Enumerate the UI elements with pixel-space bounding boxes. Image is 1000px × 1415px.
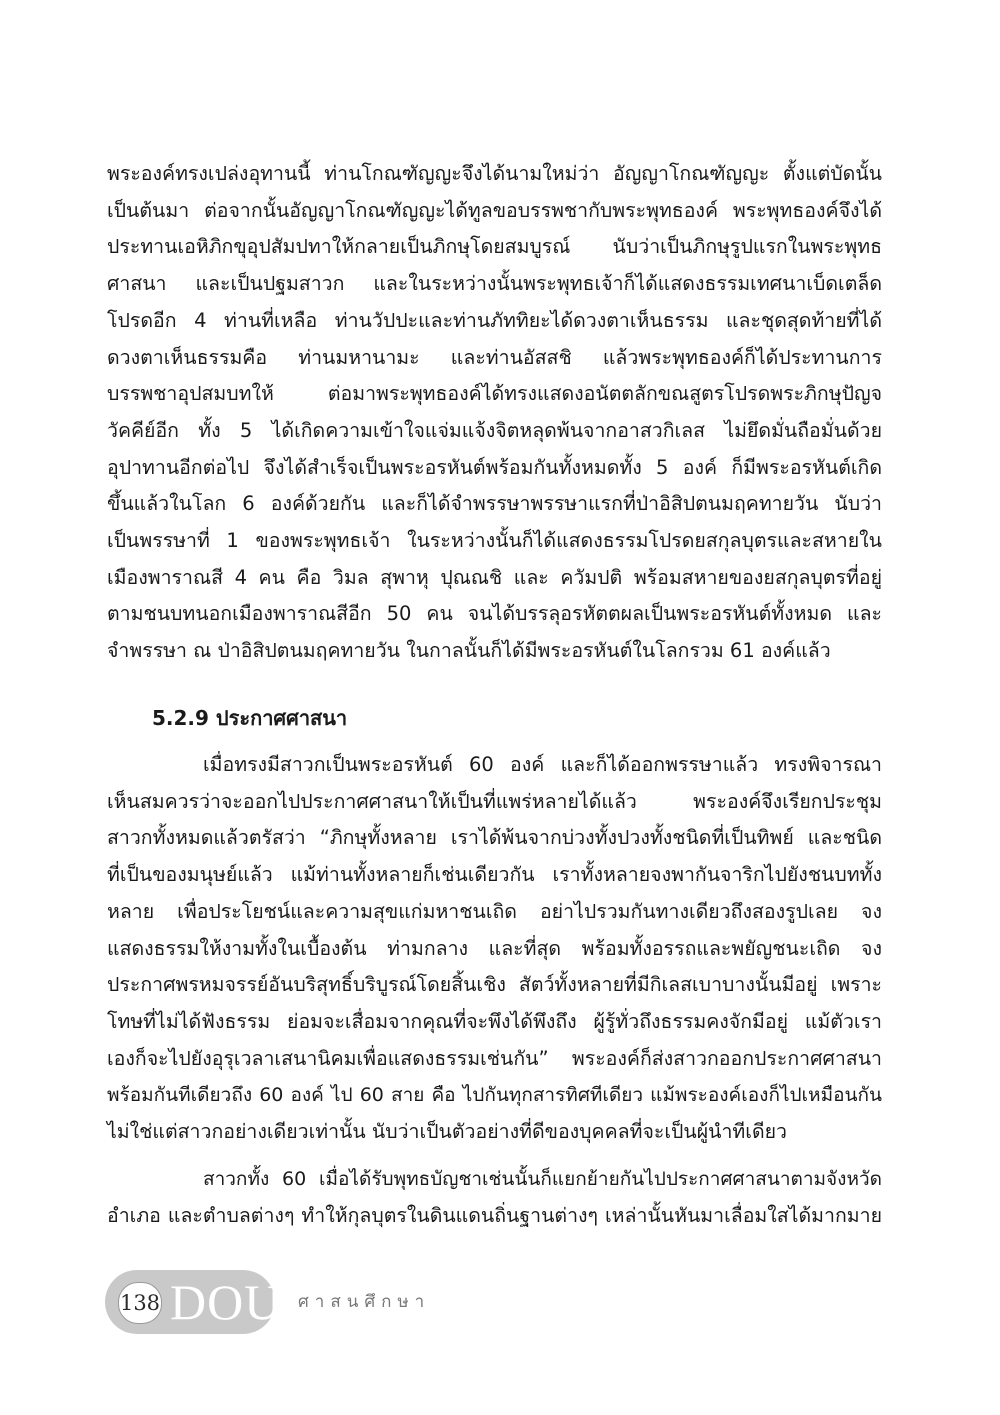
- text-line: เมื่อทรงมีสาวกเป็นพระอรหันต์ 60 องค์ และก็ได้ออกพรรษาแล้ว ทรงพิจารณา: [203, 753, 882, 776]
- page-number: 138: [118, 1282, 162, 1324]
- text-line: หลาย เพื่อประโยชน์และความสุขแก่มหาชนเถิด อย่าไปรวมกันทางเดียวถึงสองรูปเลย จง: [107, 900, 882, 923]
- text-line: โปรดอีก 4 ท่านที่เหลือ ท่านวัปปะและท่านภัททิยะได้ดวงตาเห็นธรรม และชุดสุดท้ายที่ได้: [107, 309, 882, 332]
- text-line: โทษที่ไม่ได้ฟังธรรม ย่อมจะเสื่อมจากคุณที่จะพึงได้พึงถึง ผู้รู้ทั่วถึงธรรมคงจักมีอยู่ แม้ตัวเรา: [107, 1010, 882, 1033]
- text-line: พระองค์ทรงเปล่งอุทานนี้ ท่านโกณฑัญญะจึงได้นามใหม่ว่า อัญญาโกณฑัญญะ ตั้งแต่บัดนั้น: [107, 162, 882, 185]
- text-line: ดวงตาเห็นธรรมคือ ท่านมหานามะ และท่านอัสสชิ แล้วพระพุทธองค์ก็ได้ประทานการ: [107, 346, 882, 369]
- text-line: บรรพชาอุปสมบทให้ ต่อมาพระพุทธองค์ได้ทรงแสดงอนัตตลักขณสูตรโปรดพระภิกษุปัญจ: [107, 382, 882, 405]
- section-heading: 5.2.9 ประกาศศาสนา: [152, 706, 348, 730]
- text-line: ขึ้นแล้วในโลก 6 องค์ด้วยกัน และก็ได้จำพรรษาพรรษาแรกที่ป่าอิสิปตนมฤคทายวัน นับว่า: [107, 492, 882, 515]
- text-line: เองก็จะไปยังอุรุเวลาเสนานิคมเพื่อแสดงธรรมเช่นกัน” พระองค์ก็ส่งสาวกออกประกาศศาสนา: [107, 1047, 882, 1070]
- text-line: ประกาศพรหมจรรย์อันบริสุทธิ์บริบูรณ์โดยสิ้นเชิง สัตว์ทั้งหลายที่มีกิเลสเบาบางนั้นมีอยู่ เพราะ: [107, 973, 882, 996]
- text-line: สาวกทั้ง 60 เมื่อได้รับพุทธบัญชาเช่นนั้นก็แยกย้ายกันไปประกาศศาสนาตามจังหวัด: [203, 1168, 882, 1190]
- running-footer-title: ศาสนศึกษา: [298, 1292, 431, 1312]
- text-line: วัคคีย์อีก ทั้ง 5 ได้เกิดความเข้าใจแจ่มแจ้งจิตหลุดพ้นจากอาสวกิเลส ไม่ยึดมั่นถือมั่นด้วย: [107, 419, 882, 442]
- text-line: อุปาทานอีกต่อไป จึงได้สำเร็จเป็นพระอรหันต์พร้อมกันทั้งหมดทั้ง 5 องค์ ก็มีพระอรหันต์เกิด: [107, 456, 882, 479]
- text-line: เมืองพาราณสี 4 คน คือ วิมล สุพาหุ ปุณณชิ และ ควัมปติ พร้อมสหายของยสกุลบุตรที่อยู่: [107, 566, 882, 589]
- text-line: ตามชนบทนอกเมืองพาราณสีอีก 50 คน จนได้บรรลุอรหัตตผลเป็นพระอรหันต์ทั้งหมด และ: [107, 602, 882, 625]
- text-line: แสดงธรรมให้งามทั้งในเบื้องต้น ท่ามกลาง และที่สุด พร้อมทั้งอรรถและพยัญชนะเถิด จง: [107, 937, 882, 960]
- text-line: เป็นพรรษาที่ 1 ของพระพุทธเจ้า ในระหว่างนั้นก็ได้แสดงธรรมโปรดยสกุลบุตรและสหายใน: [107, 529, 882, 552]
- text-line: พร้อมกันทีเดียวถึง 60 องค์ ไป 60 สาย คือ ไปกันทุกสารทิศทีเดียว แม้พระองค์เองก็ไปเหมือนกัน: [107, 1084, 882, 1106]
- text-line: สาวกทั้งหมดแล้วตรัสว่า “ภิกษุทั้งหลาย เราได้พ้นจากบ่วงทั้งปวงทั้งชนิดที่เป็นทิพย์ และชนิด: [107, 826, 882, 849]
- text-line: ประทานเอหิภิกขุอุปสัมปทาให้กลายเป็นภิกษุโดยสมบูรณ์ นับว่าเป็นภิกษุรูปแรกในพระพุทธ: [107, 235, 882, 258]
- text-line: เป็นต้นมา ต่อจากนั้นอัญญาโกณฑัญญะได้ทูลขอบรรพชากับพระพุทธองค์ พระพุทธองค์จึงได้: [107, 199, 882, 222]
- text-line: จำพรรษา ณ ป่าอิสิปตนมฤคทายวัน ในกาลนั้นก็ได้มีพระอรหันต์ในโลกรวม 61 องค์แล้ว: [107, 639, 831, 662]
- text-line: ที่เป็นของมนุษย์แล้ว แม้ท่านทั้งหลายก็เช่นเดียวกัน เราทั้งหลายจงพากันจาริกไปยังชนบททั้ง: [107, 863, 882, 886]
- text-line: อำเภอ และตำบลต่างๆ ทำให้กุลบุตรในดินแดนถิ่นฐานต่างๆ เหล่านั้นหันมาเลื่อมใสได้มากมาย: [107, 1204, 882, 1227]
- text-line: ไม่ใช่แต่สาวกอย่างเดียวเท่านั้น นับว่าเป็นตัวอย่างที่ดีของบุคคลที่จะเป็นผู้นำทีเดียว: [107, 1120, 787, 1143]
- text-line: เห็นสมควรว่าจะออกไปประกาศศาสนาให้เป็นที่แพร่หลายได้แล้ว พระองค์จึงเรียกประชุม: [107, 790, 882, 813]
- brand-logo: DOU: [170, 1274, 282, 1330]
- text-line: ศาสนา และเป็นปฐมสาวก และในระหว่างนั้นพระพุทธเจ้าก็ได้แสดงธรรมเทศนาเบ็ดเตล็ด: [107, 272, 882, 295]
